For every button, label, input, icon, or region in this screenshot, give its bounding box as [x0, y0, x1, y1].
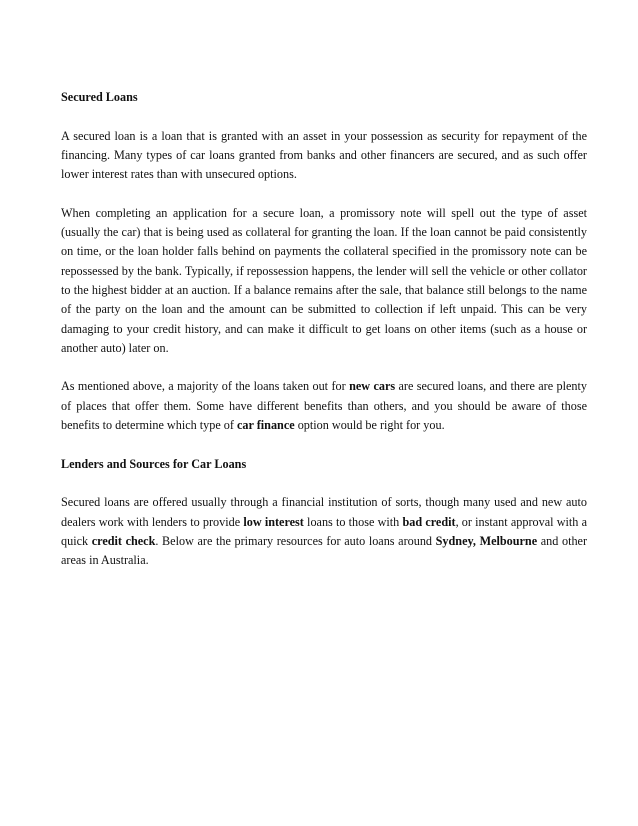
text-run: are secured loans, and there are plenty of places that offer them. Some have different benefits than others, and you should be aware of those benefits to determine which type of	[61, 379, 587, 433]
document-page	[61, 88, 587, 590]
text-run: , or instant approval with a quick	[61, 514, 587, 548]
paragraph-secured-loan-definition: A secured loan is a loan that is granted with an asset in your possession as security for repayment of the financing. Many types of car loans granted from banks and other financers are secured, and as such offer lower interest rates than with unsecured options.	[61, 128, 587, 182]
heading-secured-loans: Secured Loans	[61, 90, 138, 104]
bold-credit-check: credit check	[91, 533, 156, 548]
text-run: loans to those with	[303, 514, 403, 529]
heading-lenders-and-sources: Lenders and Sources for Car Loans	[61, 456, 247, 471]
bold-bad-credit: bad credit	[402, 514, 456, 529]
paragraph-lenders	[61, 493, 587, 570]
text-run: . Below are the primary resources for auto loans around	[155, 533, 436, 548]
text-run: and other areas in Australia.	[61, 533, 588, 568]
bold-new-cars: new cars	[349, 379, 396, 394]
paragraph-majority-of-loans	[61, 377, 587, 435]
text-run: option would be right for you.	[294, 418, 445, 433]
bold-sydney-melbourne: Sydney, Melbourne	[435, 533, 538, 548]
paragraph-promissory-note: When completing an application for a secure loan, a promissory note will spell out the type of asset (usually the car) that is being used as collateral for granting the loan. If the loan cannot be paid consistently on time, or the loan holder falls behind on payments the collateral specified in the promissory note can be repossessed by the bank. Typically, if repossession happens, the lender will sell the vehicle or other collator to the highest bidder at an auction. If a balance remains after the sale, that balance still belongs to the name of the party on the loan and the amount can be submitted to collection if left unpaid. This can be very damaging to your credit history, and can make it difficult to get loans on other items (such as a house or another auto) later on.	[61, 205, 587, 355]
bold-car-finance: car finance	[237, 418, 295, 433]
text-run: As mentioned above, a majority of the loans taken out for	[61, 379, 350, 394]
text-run: Secured loans are offered usually through a financial institution of sorts, though many used and new auto dealers work with lenders to provide	[61, 495, 587, 529]
bold-low-interest: low interest	[243, 514, 304, 529]
